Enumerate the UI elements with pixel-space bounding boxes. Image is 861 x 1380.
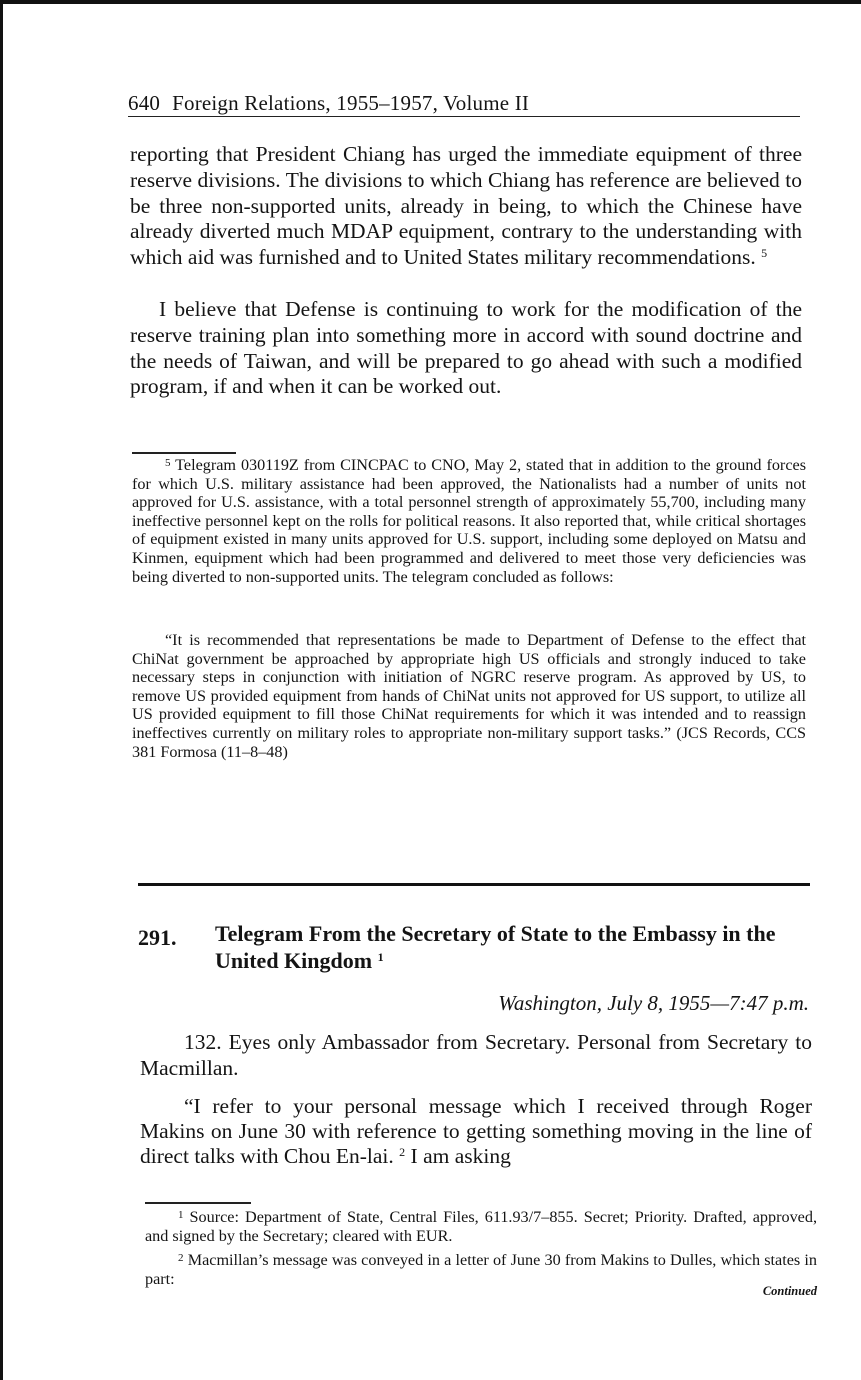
footnote-separator-bottom [145, 1202, 251, 1204]
page-edge-left [0, 0, 3, 1380]
footnote-1-text: Source: Department of State, Central Files, 611.93/7–855. Secret; Priority. Drafted, approved, and signed by the Secretary; cleared with EUR. [145, 1208, 817, 1245]
footnote-5 [132, 456, 806, 586]
page-number: 640 [128, 91, 161, 115]
continued-label: Continued [762, 1284, 817, 1298]
page-edge-top [0, 0, 861, 4]
running-header [128, 90, 800, 117]
document-paragraph-2-text: “I refer to your personal message which I received through Roger Makins on June 30 with reference to getting something moving in the line of direct talks with Chou En-lai. [140, 1094, 812, 1168]
running-title: Foreign Relations, 1955–1957, Volume II [172, 91, 530, 115]
footnote-5-marker: 5 [165, 457, 171, 469]
footnote-ref-2: 2 [399, 1145, 406, 1159]
footnote-ref-5: 5 [761, 246, 768, 261]
footnote-1 [145, 1208, 817, 1245]
document-paragraph-1: 132. Eyes only Ambassador from Secretary. Personal from Secretary to Macmillan. [140, 1030, 812, 1080]
footnote-5-quote: “It is recommended that representations be made to Department of Defense to the effect that ChiNat government be approached by appropriate high US officials and strongly induced to take necessary steps in conjunction with initiation of NGRC reserve program. As approved by US, to remove US provided equipment from hands of ChiNat units not approved for US support, to utilize all US provided equipment to fill those ChiNat requirements for which it was intended and to reassign ineffectives currently on military roles to appropriate non-military support tasks.” (JCS Records, CCS 381 Formosa (11–8–48) [132, 631, 806, 761]
footnote-2 [145, 1251, 817, 1288]
document-title-text: Telegram From the Secretary of State to the Embassy in the United Kingdom [215, 921, 776, 973]
document-divider [138, 883, 810, 886]
body-paragraph-1-text: reporting that President Chiang has urged the immediate equipment of three reserve divisions. The divisions to which Chiang has reference are believed to be three non-supported units, already in being, to which the Chinese have already diverted much MDAP equipment, contrary to the understanding with which aid was furnished and to United States military recommendations. [130, 142, 802, 270]
body-paragraph-1 [130, 142, 802, 271]
document-paragraph-2-tail: I am asking [410, 1144, 511, 1168]
dateline: Washington, July 8, 1955—7:47 p.m. [498, 991, 809, 1015]
footnote-ref-1: 1 [377, 950, 384, 964]
footnote-2-marker: 2 [178, 1252, 184, 1264]
document-title [215, 920, 805, 974]
footnote-separator [132, 452, 236, 454]
document-number: 291. [138, 925, 177, 950]
body-paragraph-2: I believe that Defense is continuing to work for the modification of the reserve training plan into something more in accord with sound doctrine and the needs of Taiwan, and will be prepared to go ahead with such a modified program, if and when it can be worked out. [130, 297, 802, 399]
footnote-5-text: Telegram 030119Z from CINCPAC to CNO, May 2, stated that in addition to the ground forces for which U.S. military assistance had been approved, the Nationalists had a number of units not approved for U.S. assistance, with a total personnel strength of approximately 55,700, including many ineffective personnel kept on the rolls for political reasons. It also reported that, while critical shortages of equipment existed in many units approved for U.S. support, including some deployed on Matsu and Kinmen, equipment which had been programmed and delivered to meet those very deficiencies was being diverted to non-supported units. The telegram concluded as follows: [132, 456, 806, 586]
footnote-2-text: Macmillan’s message was conveyed in a letter of June 30 from Makins to Dulles, which states in part: [145, 1251, 818, 1288]
footnote-1-marker: 1 [178, 1209, 184, 1221]
document-paragraph-2 [140, 1094, 812, 1169]
